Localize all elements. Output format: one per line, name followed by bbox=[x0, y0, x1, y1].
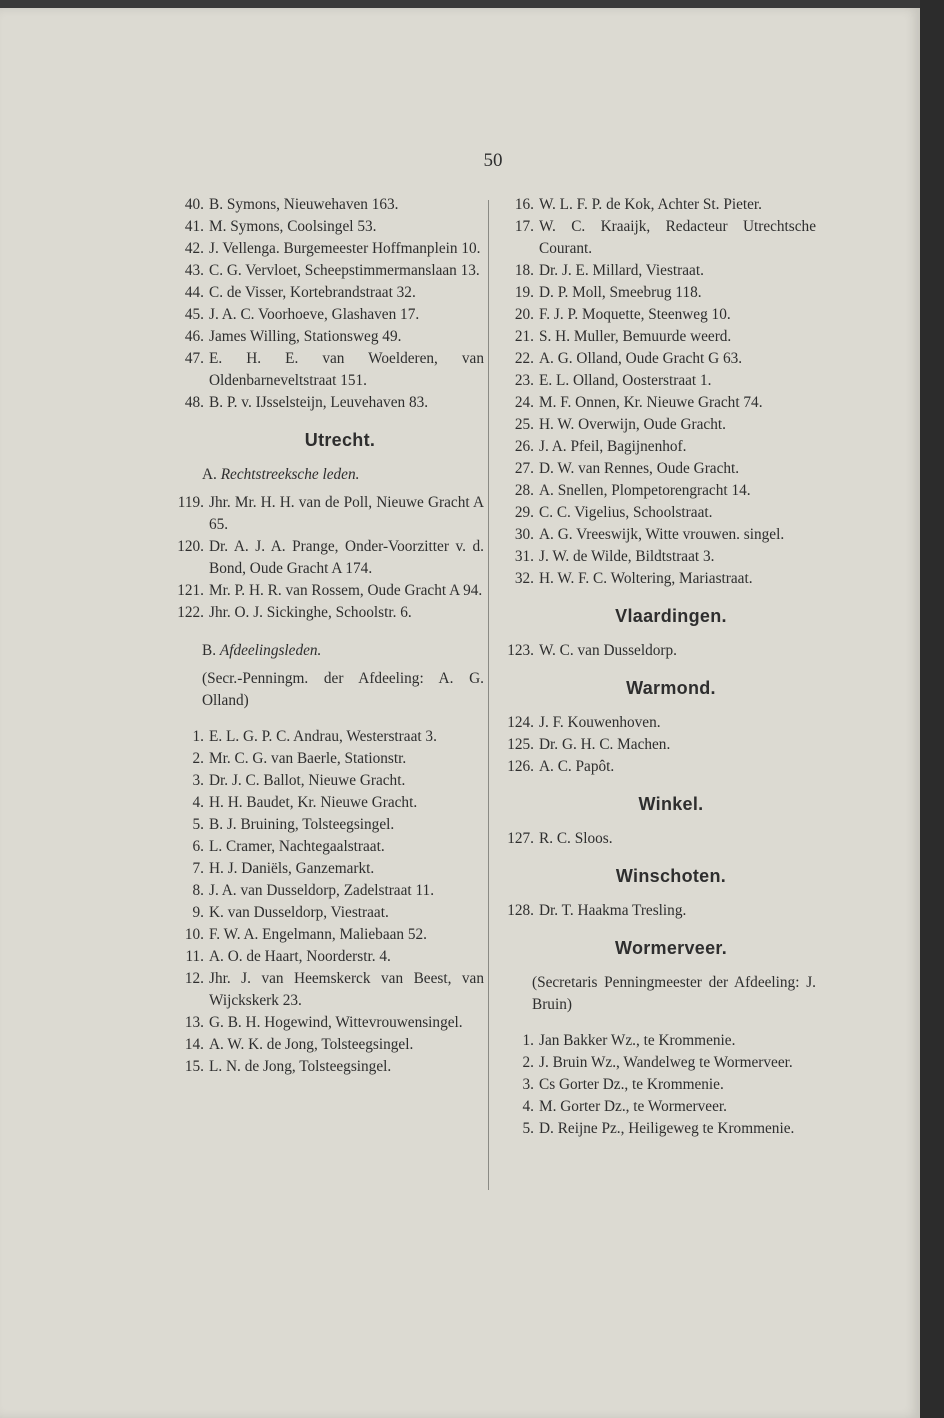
subsection-title: Rechtstreeksche leden. bbox=[220, 466, 360, 483]
list-item bbox=[166, 902, 484, 924]
list-item bbox=[496, 1096, 816, 1118]
entry-list bbox=[166, 726, 484, 1078]
entry-text: Mr. C. G. van Baerle, Stationstr. bbox=[209, 750, 407, 767]
entry-list bbox=[496, 828, 816, 850]
list-item bbox=[166, 814, 484, 836]
list-item bbox=[166, 602, 484, 624]
entry-text: Jhr. J. van Heemskerck van Beest, van Wijckskerk 23. bbox=[209, 970, 484, 1009]
entry-number: 9. bbox=[192, 904, 204, 921]
list-item bbox=[496, 436, 816, 458]
list-item bbox=[496, 216, 816, 260]
entry-text: B. Symons, Nieuwehaven 163. bbox=[209, 196, 399, 213]
entry-number: 25. bbox=[514, 416, 534, 433]
entry-text: Jan Bakker Wz., te Krommenie. bbox=[539, 1032, 736, 1049]
entry-number: 3. bbox=[522, 1076, 534, 1093]
entry-number: 15. bbox=[184, 1058, 204, 1075]
entry-number: 127. bbox=[507, 830, 534, 847]
entry-text: E. H. E. van Woelderen, van Oldenbarneveltstraat 151. bbox=[209, 350, 484, 389]
entry-number: 30. bbox=[514, 526, 534, 543]
entry-text: J. F. Kouwenhoven. bbox=[539, 714, 661, 731]
list-item bbox=[166, 194, 484, 216]
entry-text: A. C. Papôt. bbox=[539, 758, 615, 775]
list-item bbox=[166, 1034, 484, 1056]
section-heading-winschoten: Winschoten. bbox=[615, 866, 727, 886]
list-item bbox=[496, 1030, 816, 1052]
list-item bbox=[496, 414, 816, 436]
entry-number: 13. bbox=[184, 1014, 204, 1031]
subsection-letter: A. bbox=[202, 466, 217, 483]
list-item bbox=[496, 194, 816, 216]
entry-number: 124. bbox=[507, 714, 534, 731]
list-item bbox=[166, 726, 484, 748]
entry-number: 41. bbox=[184, 218, 204, 235]
entry-number: 10. bbox=[184, 926, 204, 943]
entry-list bbox=[496, 900, 816, 922]
entry-number: 4. bbox=[192, 794, 204, 811]
entry-list bbox=[496, 712, 816, 778]
list-item bbox=[496, 756, 816, 778]
entry-number: 45. bbox=[184, 306, 204, 323]
entry-text: B. J. Bruining, Tolsteegsingel. bbox=[209, 816, 395, 833]
entry-text: W. C. Kraaijk, Redacteur Utrechtsche Courant. bbox=[539, 218, 816, 257]
list-item bbox=[166, 1056, 484, 1078]
entry-number: 46. bbox=[184, 328, 204, 345]
section-heading-warmond: Warmond. bbox=[626, 678, 716, 698]
entry-text: Jhr. Mr. H. H. van de Poll, Nieuwe Gracht A 65. bbox=[209, 494, 484, 533]
list-item bbox=[166, 858, 484, 880]
entry-number: 2. bbox=[192, 750, 204, 767]
entry-text: F. W. A. Engelmann, Maliebaan 52. bbox=[209, 926, 428, 943]
entry-text: L. N. de Jong, Tolsteegsingel. bbox=[209, 1058, 392, 1075]
entry-text: Dr. J. C. Ballot, Nieuwe Gracht. bbox=[209, 772, 406, 789]
list-item bbox=[496, 828, 816, 850]
entry-text: D. Reijne Pz., Heiligeweg te Krommenie. bbox=[539, 1120, 795, 1137]
entry-text: A. O. de Haart, Noorderstr. 4. bbox=[209, 948, 391, 965]
list-item bbox=[166, 282, 484, 304]
entry-number: 29. bbox=[514, 504, 534, 521]
entry-number: 23. bbox=[514, 372, 534, 389]
list-item bbox=[166, 580, 484, 602]
entry-number: 6. bbox=[192, 838, 204, 855]
list-item bbox=[496, 370, 816, 392]
subsection-heading bbox=[166, 640, 484, 662]
section-note: (Secr.-Penningm. der Afdeeling: A. G. Olland) bbox=[202, 670, 484, 709]
list-item bbox=[496, 260, 816, 282]
list-item bbox=[496, 568, 816, 590]
entry-number: 28. bbox=[514, 482, 534, 499]
entry-text: E. L. G. P. C. Andrau, Westerstraat 3. bbox=[209, 728, 437, 745]
list-item bbox=[496, 900, 816, 922]
list-item bbox=[496, 712, 816, 734]
entry-number: 8. bbox=[192, 882, 204, 899]
entry-number: 24. bbox=[514, 394, 534, 411]
entry-text: M. Gorter Dz., te Wormerveer. bbox=[539, 1098, 727, 1115]
entry-number: 11. bbox=[185, 948, 204, 965]
entry-text: C. G. Vervloet, Scheepstimmermanslaan 13. bbox=[209, 262, 480, 279]
entry-text: G. B. H. Hogewind, Wittevrouwensingel. bbox=[209, 1014, 463, 1031]
list-item bbox=[166, 492, 484, 536]
page-edge bbox=[920, 0, 944, 1418]
page-number: 50 bbox=[483, 150, 503, 171]
entry-number: 40. bbox=[184, 196, 204, 213]
entry-text: H. W. F. C. Woltering, Mariastraat. bbox=[539, 570, 753, 587]
entry-text: D. P. Moll, Smeebrug 118. bbox=[539, 284, 702, 301]
list-item bbox=[166, 770, 484, 792]
entry-text: J. A. C. Voorhoeve, Glashaven 17. bbox=[209, 306, 420, 323]
entry-text: M. Symons, Coolsingel 53. bbox=[209, 218, 377, 235]
subsection-title: Afdeelingsleden. bbox=[219, 642, 322, 659]
entry-number: 1. bbox=[522, 1032, 534, 1049]
list-item bbox=[496, 640, 816, 662]
entry-list bbox=[166, 492, 484, 624]
entry-text: W. C. van Dusseldorp. bbox=[539, 642, 677, 659]
entry-number: 48. bbox=[184, 394, 204, 411]
entry-list bbox=[496, 640, 816, 662]
entry-text: J. W. de Wilde, Bildtstraat 3. bbox=[539, 548, 715, 565]
list-item bbox=[496, 524, 816, 546]
list-item bbox=[166, 392, 484, 414]
list-item bbox=[496, 546, 816, 568]
list-item bbox=[166, 924, 484, 946]
list-item bbox=[496, 1118, 816, 1140]
subsection-letter: B. bbox=[202, 642, 217, 659]
entry-list bbox=[496, 194, 816, 590]
right-column bbox=[496, 194, 816, 1140]
entry-number: 31. bbox=[514, 548, 534, 565]
entry-text: J. Bruin Wz., Wandelweg te Wormerveer. bbox=[539, 1054, 793, 1071]
entry-text: A. G. Vreeswijk, Witte vrouwen. singel. bbox=[539, 526, 785, 543]
entry-text: A. G. Olland, Oude Gracht G 63. bbox=[539, 350, 743, 367]
list-item bbox=[166, 880, 484, 902]
list-item bbox=[166, 536, 484, 580]
entry-number: 121. bbox=[177, 582, 204, 599]
list-item bbox=[496, 1074, 816, 1096]
entry-text: E. L. Olland, Oosterstraat 1. bbox=[539, 372, 712, 389]
entry-number: 128. bbox=[507, 902, 534, 919]
entry-number: 42. bbox=[184, 240, 204, 257]
entry-number: 119. bbox=[177, 494, 204, 511]
list-item bbox=[496, 502, 816, 524]
entry-number: 20. bbox=[514, 306, 534, 323]
entry-text: Dr. J. E. Millard, Viestraat. bbox=[539, 262, 704, 279]
entry-number: 5. bbox=[192, 816, 204, 833]
entry-number: 123. bbox=[507, 642, 534, 659]
section-heading-utrecht: Utrecht. bbox=[304, 430, 376, 450]
entry-text: R. C. Sloos. bbox=[539, 830, 613, 847]
entry-text: D. W. van Rennes, Oude Gracht. bbox=[539, 460, 740, 477]
entry-number: 120. bbox=[177, 538, 204, 555]
entry-text: H. J. Daniëls, Ganzemarkt. bbox=[209, 860, 375, 877]
column-divider bbox=[488, 200, 489, 1190]
entry-number: 17. bbox=[514, 218, 534, 235]
entry-text: H. W. Overwijn, Oude Gracht. bbox=[539, 416, 726, 433]
entry-number: 126. bbox=[507, 758, 534, 775]
entry-number: 26. bbox=[514, 438, 534, 455]
entry-text: A. Snellen, Plompetorengracht 14. bbox=[539, 482, 751, 499]
list-item bbox=[166, 260, 484, 282]
entry-number: 5. bbox=[522, 1120, 534, 1137]
entry-number: 7. bbox=[192, 860, 204, 877]
subsection-heading bbox=[166, 464, 484, 486]
entry-number: 2. bbox=[522, 1054, 534, 1071]
entry-text: Dr. G. H. C. Machen. bbox=[539, 736, 671, 753]
entry-text: F. J. P. Moquette, Steenweg 10. bbox=[539, 306, 731, 323]
entry-number: 125. bbox=[507, 736, 534, 753]
list-item bbox=[166, 748, 484, 770]
list-item bbox=[166, 836, 484, 858]
list-item bbox=[166, 792, 484, 814]
entry-text: M. F. Onnen, Kr. Nieuwe Gracht 74. bbox=[539, 394, 763, 411]
list-item bbox=[496, 480, 816, 502]
entry-number: 16. bbox=[514, 196, 534, 213]
entry-number: 3. bbox=[192, 772, 204, 789]
list-item bbox=[166, 968, 484, 1012]
entry-number: 14. bbox=[184, 1036, 204, 1053]
entry-number: 12. bbox=[184, 970, 204, 987]
entry-list bbox=[166, 194, 484, 414]
entry-number: 47. bbox=[184, 350, 204, 367]
entry-text: Dr. T. Haakma Tresling. bbox=[539, 902, 687, 919]
entry-text: C. de Visser, Kortebrandstraat 32. bbox=[209, 284, 416, 301]
entry-text: K. van Dusseldorp, Viestraat. bbox=[209, 904, 389, 921]
section-heading-wormerveer: Wormerveer. bbox=[614, 938, 728, 958]
entry-number: 4. bbox=[522, 1098, 534, 1115]
entry-text: James Willing, Stationsweg 49. bbox=[209, 328, 402, 345]
list-item bbox=[496, 392, 816, 414]
entry-text: W. L. F. P. de Kok, Achter St. Pieter. bbox=[539, 196, 762, 213]
section-heading-winkel: Winkel. bbox=[638, 794, 704, 814]
list-item bbox=[496, 348, 816, 370]
list-item bbox=[496, 282, 816, 304]
entry-text: Mr. P. H. R. van Rossem, Oude Gracht A 94. bbox=[209, 582, 483, 599]
entry-text: J. Vellenga. Burgemeester Hoffmanplein 10. bbox=[209, 240, 481, 257]
list-item bbox=[166, 216, 484, 238]
entry-number: 1. bbox=[192, 728, 204, 745]
entry-text: B. P. v. IJsselsteijn, Leuvehaven 83. bbox=[209, 394, 429, 411]
entry-text: J. A. van Dusseldorp, Zadelstraat 11. bbox=[209, 882, 435, 899]
entry-number: 18. bbox=[514, 262, 534, 279]
entry-text: L. Cramer, Nachtegaalstraat. bbox=[209, 838, 385, 855]
section-heading-vlaardingen: Vlaardingen. bbox=[615, 606, 727, 626]
list-item bbox=[496, 1052, 816, 1074]
list-item bbox=[496, 734, 816, 756]
list-item bbox=[496, 304, 816, 326]
entry-text: H. H. Baudet, Kr. Nieuwe Gracht. bbox=[209, 794, 418, 811]
list-item bbox=[166, 946, 484, 968]
list-item bbox=[166, 238, 484, 260]
entry-list bbox=[496, 1030, 816, 1140]
list-item bbox=[166, 348, 484, 392]
entry-number: 27. bbox=[514, 460, 534, 477]
entry-number: 43. bbox=[184, 262, 204, 279]
entry-text: J. A. Pfeil, Bagijnenhof. bbox=[539, 438, 687, 455]
list-item bbox=[166, 304, 484, 326]
entry-number: 22. bbox=[514, 350, 534, 367]
entry-text: S. H. Muller, Bemuurde weerd. bbox=[539, 328, 732, 345]
left-column bbox=[166, 194, 484, 1078]
entry-text: Jhr. O. J. Sickinghe, Schoolstr. 6. bbox=[209, 604, 412, 621]
entry-text: Dr. A. J. A. Prange, Onder-Voorzitter v. d. Bond, Oude Gracht A 174. bbox=[209, 538, 484, 577]
entry-number: 21. bbox=[514, 328, 534, 345]
list-item bbox=[496, 326, 816, 348]
list-item bbox=[166, 1012, 484, 1034]
list-item bbox=[166, 326, 484, 348]
entry-number: 44. bbox=[184, 284, 204, 301]
entry-number: 32. bbox=[514, 570, 534, 587]
entry-text: C. C. Vigelius, Schoolstraat. bbox=[539, 504, 713, 521]
entry-text: A. W. K. de Jong, Tolsteegsingel. bbox=[209, 1036, 414, 1053]
entry-number: 122. bbox=[177, 604, 204, 621]
section-note: (Secretaris Penningmeester der Afdeeling: J. Bruin) bbox=[532, 974, 816, 1013]
entry-text: Cs Gorter Dz., te Krommenie. bbox=[539, 1076, 724, 1093]
entry-number: 19. bbox=[514, 284, 534, 301]
list-item bbox=[496, 458, 816, 480]
